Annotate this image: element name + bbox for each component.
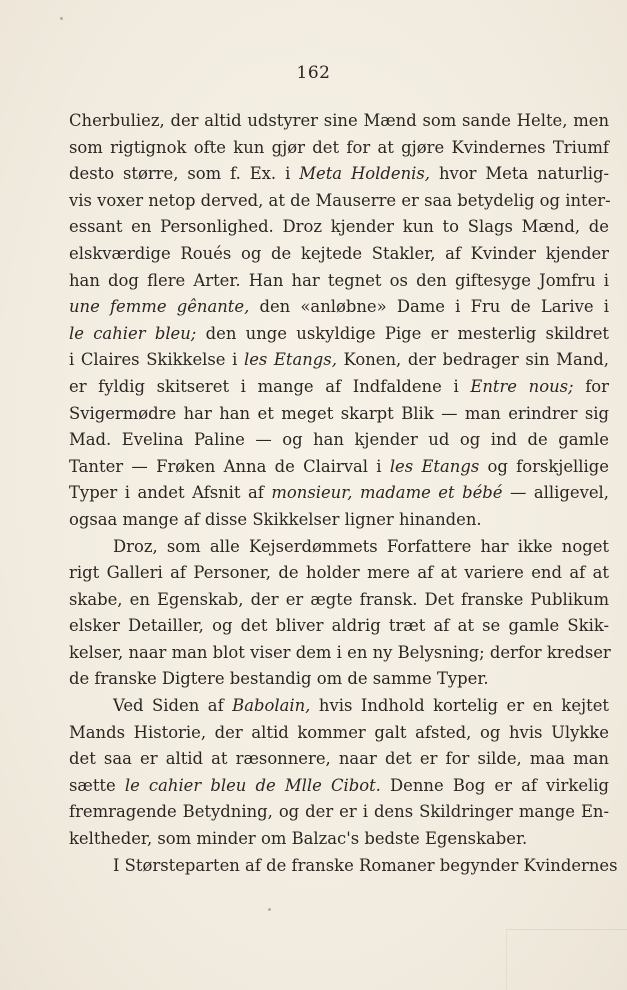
text-segment: elskværdige Roués og de kejtede Stakler, af Kvinder kjender xyxy=(69,243,609,263)
text-line xyxy=(69,773,609,800)
text-segment: rigt Galleri af Personer, de holder mere af at variere end af at xyxy=(69,563,609,583)
text-segment: skabe, en Egenskab, der er ægte fransk. Det franske Publikum xyxy=(69,589,609,609)
text-segment: elsker Detailler, og det bliver aldrig træt af at se gamle Skik- xyxy=(69,616,609,636)
text-segment: Tanter — Frøken Anna de Clairval i xyxy=(69,456,390,476)
text-line xyxy=(69,161,609,188)
text-line xyxy=(69,321,609,348)
text-line xyxy=(69,640,609,667)
text-line xyxy=(69,454,609,481)
text-segment: essant en Personlighed. Droz kjender kun to Slags Mænd, de xyxy=(69,217,609,237)
text-segment: keltheder, som minder om Balzac's bedste Egenskaber. xyxy=(69,829,528,849)
text-line xyxy=(69,587,609,614)
text-line xyxy=(69,401,609,428)
italic-title: une femme gênante, xyxy=(69,297,250,317)
text-segment: ogsaa mange af disse Skikkelser ligner hinanden. xyxy=(69,509,482,529)
text-line xyxy=(69,534,609,561)
text-segment: Svigermødre har han et meget skarpt Blik — man erindrer sig xyxy=(69,403,609,423)
text-line xyxy=(69,374,609,401)
text-segment: Konen, der bedrager sin Mand, xyxy=(336,350,609,370)
text-line xyxy=(69,560,609,587)
italic-title: le cahier bleu de Mlle Cibot. xyxy=(124,775,381,795)
text-segment: Mands Historie, der altid kommer galt afsted, og hvis Ulykke xyxy=(69,722,609,742)
text-segment: Cherbuliez, der altid udstyrer sine Mænd som sande Helte, men xyxy=(69,111,609,130)
text-segment: vis voxer netop derved, at de Mauserre er saa betydelig og inter- xyxy=(69,190,611,210)
text-segment: i Claires Skikkelse i xyxy=(69,350,244,370)
italic-title: monsieur, madame et bébé xyxy=(271,483,503,503)
text-segment: I Størsteparten af de franske Romaner begynder Kvindernes xyxy=(113,855,618,875)
page-number: 162 xyxy=(296,63,331,83)
italic-title: les Etangs xyxy=(389,456,480,476)
text-line xyxy=(69,693,609,720)
text-line xyxy=(69,746,609,773)
text-line xyxy=(69,480,609,507)
text-line xyxy=(69,294,609,321)
text-line xyxy=(69,853,618,880)
text-line xyxy=(69,826,609,853)
paper-speck xyxy=(60,17,63,20)
text-line xyxy=(69,188,609,215)
text-segment: kelser, naar man blot viser dem i en ny Belysning; derfor kredser xyxy=(69,642,611,662)
text-segment: desto større, som f. Ex. i xyxy=(69,164,300,184)
text-line xyxy=(69,799,609,826)
text-segment: den «anløbne» Dame i Fru de Larive i xyxy=(249,297,609,317)
text-line xyxy=(69,427,609,454)
text-segment: de franske Digtere bestandig om de samme Typer. xyxy=(69,669,489,689)
text-segment: hvor Meta naturlig- xyxy=(430,164,609,184)
paper-speck xyxy=(268,908,271,911)
text-segment: Denne Bog er af virkelig xyxy=(380,775,609,795)
italic-title: le cahier bleu; xyxy=(69,323,197,343)
text-segment: — alligevel, xyxy=(502,483,610,503)
text-line xyxy=(69,613,609,640)
text-segment: det saa er altid at ræsonnere, naar det er for silde, maa man xyxy=(69,749,609,769)
paper-edge-mark xyxy=(506,929,627,990)
text-segment: sætte xyxy=(69,775,125,795)
text-segment: som rigtignok ofte kun gjør det for at gjøre Kvindernes Triumf xyxy=(69,137,609,157)
text-segment: den unge uskyldige Pige er mesterlig skildret xyxy=(196,323,609,343)
text-line xyxy=(69,108,609,135)
text-segment: for xyxy=(573,376,609,396)
text-line xyxy=(69,214,609,241)
text-line xyxy=(69,347,609,374)
text-segment: er fyldig skitseret i mange af Indfaldene i xyxy=(69,376,471,396)
text-segment: og forskjellige xyxy=(479,456,609,476)
text-segment: Typer i andet Afsnit af xyxy=(69,483,272,503)
body-text xyxy=(69,108,618,879)
text-line xyxy=(69,720,609,747)
italic-title: Entre nous; xyxy=(470,376,574,396)
text-line xyxy=(69,135,609,162)
text-line xyxy=(69,666,609,693)
italic-title: Babolain, xyxy=(232,696,311,716)
text-segment: fremragende Betydning, og der er i dens Skildringer mange En- xyxy=(69,802,609,822)
text-segment: Ved Siden af xyxy=(113,696,233,716)
text-line xyxy=(69,507,609,534)
text-segment: Droz, som alle Kejserdømmets Forfattere har ikke noget xyxy=(113,536,609,556)
text-segment: hvis Indhold kortelig er en kejtet xyxy=(310,696,609,716)
text-segment: Mad. Evelina Paline — og han kjender ud og ind de gamle xyxy=(69,430,609,450)
text-line xyxy=(69,268,609,295)
italic-title: Meta Holdenis, xyxy=(299,164,431,184)
text-segment: han dog flere Arter. Han har tegnet os den giftesyge Jomfru i xyxy=(69,270,609,290)
text-line xyxy=(69,241,609,268)
italic-title: les Etangs, xyxy=(243,350,337,370)
